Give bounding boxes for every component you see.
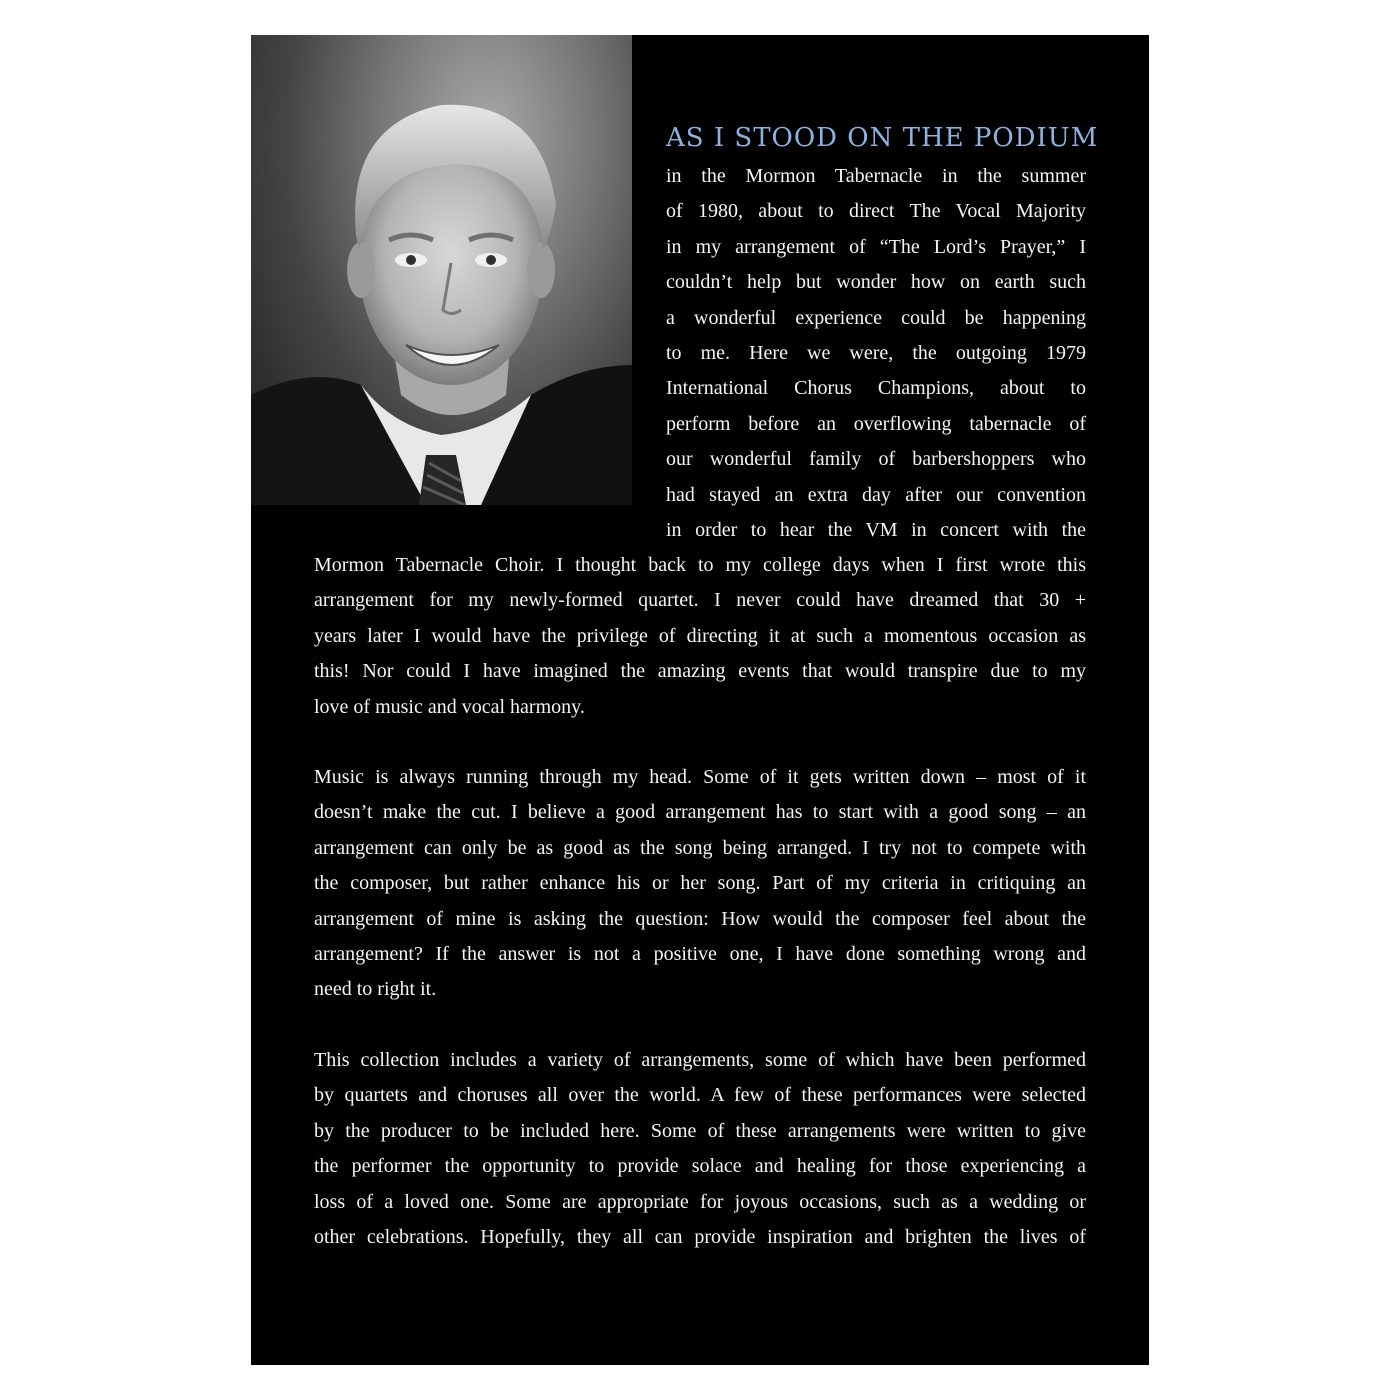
text-line: Music is always running through my head. Some of it gets written down – most of it — [314, 766, 1086, 788]
text-line: This collection includes a variety of arrangements, some of which have been performed — [314, 1049, 1086, 1071]
text-line: of 1980, about to direct The Vocal Majority — [666, 200, 1086, 223]
text-line: by the producer to be included here. Some of these arrangements were written to give — [314, 1119, 1086, 1142]
text-line: arrangement can only be as good as the song being arranged. I try not to compete with — [314, 836, 1086, 859]
paragraph-1-column — [666, 159, 1086, 548]
text-line: the composer, but rather enhance his or her song. Part of my criteria in critiquing an — [314, 872, 1086, 895]
text-line: Mormon Tabernacle Choir. I thought back to my college days when I first wrote this — [314, 554, 1086, 576]
text-line: in the Mormon Tabernacle in the summer — [666, 165, 1086, 187]
text-line: a wonderful experience could be happening — [666, 306, 1086, 329]
text-line: love of music and vocal harmony. — [314, 695, 585, 718]
text-line: the performer the opportunity to provide solace and healing for those experiencing a — [314, 1155, 1086, 1178]
text-line: had stayed an extra day after our convention — [666, 483, 1086, 506]
author-portrait-photo — [251, 35, 632, 505]
text-line: years later I would have the privilege of directing it at such a momentous occasion as — [314, 624, 1086, 647]
text-line: perform before an overflowing tabernacle of — [666, 412, 1086, 435]
document-page — [251, 35, 1149, 1365]
portrait-icon — [251, 35, 632, 505]
text-line: couldn’t help but wonder how on earth such — [666, 271, 1086, 294]
paragraph-1-continued — [314, 548, 1086, 725]
text-line: arrangement for my newly-formed quartet. I never could have dreamed that 30 + — [314, 589, 1086, 612]
paragraph-2 — [314, 760, 1086, 1008]
text-line: by quartets and choruses all over the world. A few of these performances were selected — [314, 1084, 1086, 1107]
text-line: this! Nor could I have imagined the amazing events that would transpire due to my — [314, 660, 1086, 683]
text-line: in my arrangement of “The Lord’s Prayer,” I — [666, 235, 1086, 258]
text-line: our wonderful family of barbershoppers who — [666, 448, 1086, 471]
paragraph-3 — [314, 1043, 1086, 1255]
text-line: to me. Here we were, the outgoing 1979 — [666, 341, 1086, 364]
text-line: arrangement? If the answer is not a positive one, I have done something wrong and — [314, 942, 1086, 965]
text-line: International Chorus Champions, about to — [666, 377, 1086, 400]
text-line: need to right it. — [314, 978, 437, 1001]
text-line: other celebrations. Hopefully, they all can provide inspiration and brighten the lives of — [314, 1225, 1086, 1248]
text-line: doesn’t make the cut. I believe a good arrangement has to start with a good song – an — [314, 801, 1086, 824]
text-line: loss of a loved one. Some are appropriate for joyous occasions, such as a wedding or — [314, 1190, 1086, 1213]
text-line: arrangement of mine is asking the question: How would the composer feel about the — [314, 907, 1086, 930]
section-heading: AS I STOOD ON THE PODIUM — [666, 123, 1099, 153]
text-line: in order to hear the VM in concert with the — [666, 518, 1086, 541]
